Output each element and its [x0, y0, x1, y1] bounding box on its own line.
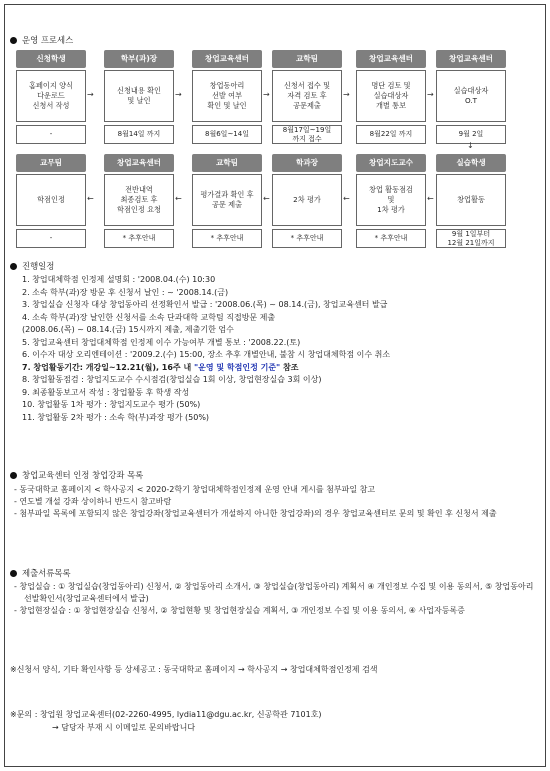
schedule-section-title: 진행일정: [10, 260, 54, 272]
process-step: [104, 50, 174, 144]
process-step-header: 신청학생: [16, 50, 86, 68]
schedule-item: 2. 소속 학부(과)장 방문 후 신청서 날인 : ~ '2008.14.(금): [22, 287, 229, 297]
bullet-dot-icon: [10, 263, 17, 270]
course-note-item: - 첨부파일 목록에 포함되지 않은 창업강좌(창업교육센터가 개설하지 아니한 창업강좌)의 경우 창업교육센터로 문의 및 확인 후 신청서 제출: [14, 509, 497, 518]
schedule-item: 6. 이수자 대상 오리엔테이션 : '2009.2.(수) 15:00, 장소 추후 개별안내, 불참 시 창업대체학점 이수 취소: [22, 350, 391, 359]
process-step-header: 창업교육센터: [104, 154, 174, 172]
process-step-date: * 추후안내: [104, 229, 174, 248]
process-step-header: 교학팀: [272, 50, 342, 68]
process-step: [16, 50, 86, 144]
process-step-body: 평가결과 확인 후 공문 제출: [192, 174, 262, 226]
process-step-date: -: [16, 125, 86, 144]
arrow-left-icon: ←: [343, 194, 350, 203]
process-step-body: 창업동아리 선발 여부 확인 및 날인: [192, 70, 262, 122]
bullet-dot-icon: [10, 472, 17, 479]
process-step-date: 9월 1일부터 12월 21일까지: [436, 229, 506, 248]
course-note-item: - 연도별 개설 강좌 상이하니 반드시 참고바람: [14, 497, 172, 506]
schedule-item: 3. 창업실습 신청자 대상 창업동아리 선정확인서 발급 : '2008.06.(목) ~ 08.14.(금), 창업교육센터 발급: [22, 300, 388, 309]
process-step-body: 실습대상자 O.T: [436, 70, 506, 122]
arrow-left-icon: ←: [87, 194, 94, 203]
arrow-right-icon: →: [175, 90, 182, 99]
process-step-header: 창업교육센터: [192, 50, 262, 68]
process-step-date: 9월 2일: [436, 125, 506, 144]
process-step-date: * 추후안내: [356, 229, 426, 248]
process-section-title: 운영 프로세스: [10, 34, 73, 46]
process-step: [272, 50, 342, 144]
process-step: [272, 154, 342, 248]
process-step: [356, 154, 426, 248]
process-step-header: 교학팀: [192, 154, 262, 172]
arrow-right-icon: →: [87, 90, 94, 99]
process-step-date: 8월14일 까지: [104, 125, 174, 144]
schedule-item: 10. 창업활동 1차 평가 : 창업지도교수 평가 (50%): [22, 400, 201, 409]
contact-note-2: → 담당자 부재 시 이메일로 문의바랍니다: [52, 723, 196, 732]
arrow-left-icon: ←: [427, 194, 434, 203]
process-step-date: * 추후안내: [272, 229, 342, 248]
process-step: [436, 50, 506, 144]
process-step-date: 8월22일 까지: [356, 125, 426, 144]
process-step-date: 8월17일~19일 까지 접수: [272, 125, 342, 144]
course-note-item: - 동국대학교 홈페이지 < 학사공지 < 2020-2학기 창업대체학점인정제 운영 안내 게시를 첨부파일 참고: [14, 485, 376, 494]
courses-section-title: 창업교육센터 인정 창업강좌 목록: [10, 469, 143, 481]
process-step-header: 창업교육센터: [436, 50, 506, 68]
process-step-body: 전반내역 최종검토 후 학점인정 요청: [104, 174, 174, 226]
process-step-body: 창업활동: [436, 174, 506, 226]
arrow-right-icon: →: [427, 90, 434, 99]
arrow-right-icon: →: [343, 90, 350, 99]
courses-list: [14, 484, 534, 520]
process-step-header: 교무팀: [16, 154, 86, 172]
documents-list: [14, 581, 536, 617]
schedule-item: 5. 창업교육센터 창업대체학점 인정제 이수 가능여부 개별 통보 : '2008.22.(토): [22, 337, 301, 347]
process-step-body: 창업 활동점검 및 1차 평가: [356, 174, 426, 226]
process-step-body: 2차 평가: [272, 174, 342, 226]
process-step-header: 창업지도교수: [356, 154, 426, 172]
schedule-item: 11. 창업활동 2차 평가 : 소속 학(부)과장 평가 (50%): [22, 412, 210, 422]
arrow-left-icon: ←: [263, 194, 270, 203]
process-step-header: 창업교육센터: [356, 50, 426, 68]
schedule-item: 1. 창업대체학점 인정제 설명회 : '2008.04.(수) 10:30: [22, 275, 216, 284]
process-step-body: 명단 검토 및 실습대상자 개별 통보: [356, 70, 426, 122]
process-step-header: 실습학생: [436, 154, 506, 172]
schedule-item: 4. 소속 학부(과)장 날인한 신청서를 소속 단과대학 교학팀 직접방문 제출: [22, 312, 276, 322]
schedule-item: (2008.06.(목) ~ 08.14.(금) 15시까지 제출, 제출기한 엄수: [22, 325, 234, 334]
forms-note: ※신청서 양식, 기타 확인사항 등 상세공고 : 동국대학교 홈페이지 → 학사공지 → 창업대체학점인정제 검색: [10, 665, 378, 674]
process-step-body: 홈페이지 양식 다운로드 신청서 작성: [16, 70, 86, 122]
process-step: [192, 50, 262, 144]
process-step-date: * 추후안내: [192, 229, 262, 248]
document-item: - 창업현장실습 : ① 창업현장실습 신청서, ② 창업현황 및 창업현장실습 계획서, ③ 개인정보 수집 및 이용 동의서, ④ 사업자등록증: [14, 606, 465, 615]
schedule-item: 7. 창업활동기간: 개강일~12.21(월), 16주 내 "운영 및 학점인정 기준" 참조: [22, 362, 299, 372]
schedule-item: 8. 창업활동점검 : 창업지도교수 수시점검(창업실습 1회 이상, 창업현장실습 3회 이상): [22, 375, 322, 384]
arrow-left-icon: ←: [175, 194, 182, 203]
process-step: [104, 154, 174, 248]
process-step-header: 학부(과)장: [104, 50, 174, 68]
arrow-right-icon: →: [263, 90, 270, 99]
arrow-down-icon: ↓: [467, 141, 474, 150]
process-step-body: 신청서 접수 및 자격 검토 후 공문제출: [272, 70, 342, 122]
bullet-dot-icon: [10, 37, 17, 44]
schedule-item: 9. 최종활동보고서 작성 : 창업활동 후 학생 작성: [22, 387, 190, 397]
process-step-header: 학과장: [272, 154, 342, 172]
process-step: [192, 154, 262, 248]
document-item: - 창업실습 : ① 창업실습(창업동아리) 신청서, ② 창업동아리 소개서, ③ 창업실습(창업동아리) 계획서 ④ 개인정보 수집 및 이용 동의서, ⑤ 창업동아리 선발확인서(창업교육센터에서 발급): [14, 582, 534, 603]
process-step: [436, 154, 506, 248]
contact-note: ※문의 : 창업원 창업교육센터(02-2260-4995, lydia11@dgu.ac.kr, 신공학관 7101호): [10, 710, 322, 719]
process-step: [16, 154, 86, 248]
process-step-body: 신청내용 확인 및 날인: [104, 70, 174, 122]
highlight-text: "운영 및 학점인정 기준": [193, 362, 281, 372]
bullet-dot-icon: [10, 570, 17, 577]
process-step-date: -: [16, 229, 86, 248]
process-step-date: 8월6일~14일: [192, 125, 262, 144]
schedule-list: [22, 274, 390, 424]
documents-section-title: 제출서류목록: [10, 567, 71, 579]
process-step-body: 학점인정: [16, 174, 86, 226]
process-step: [356, 50, 426, 144]
